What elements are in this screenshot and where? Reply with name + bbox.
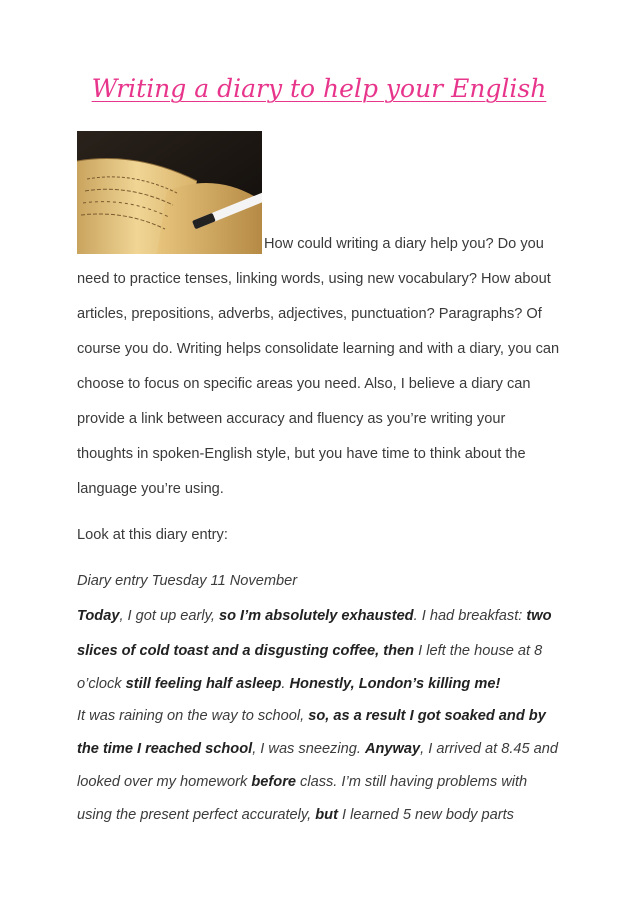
diary-text: It was raining on the way to school, [77, 708, 309, 724]
diary-text: class. I’m still having problems with [296, 774, 528, 790]
diary-text: . [281, 676, 290, 692]
diary-emphasis: slices of cold toast and a disgusting coffee, then [77, 643, 415, 659]
diary-text: I left the house at 8 [414, 643, 543, 659]
intro-line: How could writing a diary help you? Do you [264, 236, 544, 252]
diary-emphasis: still feeling half asleep [125, 676, 282, 692]
diary-emphasis: before [251, 774, 296, 790]
diary-text: , I was sneezing. [252, 741, 365, 757]
open-book-and-pen-photo [77, 131, 262, 254]
book-illustration [77, 131, 262, 254]
diary-text: using the present perfect accurately, [77, 807, 316, 823]
diary-line [77, 741, 558, 757]
diary-emphasis: so, as a result I got soaked and by [308, 708, 546, 724]
diary-line [77, 676, 500, 692]
diary-text: o’clock [77, 676, 126, 692]
diary-line [77, 774, 527, 790]
diary-line [77, 708, 546, 724]
intro-line: course you do. Writing helps consolidate learning and with a diary, you can [77, 341, 560, 357]
diary-text: looked over my homework [77, 774, 252, 790]
diary-emphasis: two [526, 608, 552, 624]
intro-line: provide a link between accuracy and fluency as you’re writing your [77, 411, 506, 427]
intro-line: choose to focus on specific areas you need. Also, I believe a diary can [77, 376, 531, 392]
diary-emphasis: Today [77, 608, 120, 624]
intro-line: articles, prepositions, adverbs, adjectives, punctuation? Paragraphs? Of [77, 306, 542, 322]
intro-line: language you’re using. [77, 481, 224, 497]
diary-emphasis: Anyway [364, 741, 421, 757]
diary-heading: Diary entry Tuesday 11 November [77, 573, 298, 589]
intro-line: thoughts in spoken-English style, but you have time to think about the [77, 446, 526, 462]
diary-text: , I got up early, [119, 608, 219, 624]
diary-line [77, 643, 542, 659]
diary-text: I learned 5 new body parts [337, 807, 514, 823]
intro-line: need to practice tenses, linking words, using new vocabulary? How about [77, 271, 551, 287]
document-title: Writing a diary to help your English [91, 74, 547, 103]
diary-emphasis: Honestly, London’s killing me! [289, 676, 501, 692]
look-line: Look at this diary entry: [77, 527, 228, 543]
diary-line [77, 608, 552, 624]
diary-emphasis: so I’m absolutely exhausted [218, 608, 414, 624]
diary-text: . I had breakfast: [413, 608, 527, 624]
diary-emphasis: but [315, 807, 338, 823]
diary-emphasis: the time I reached school [77, 741, 253, 757]
diary-text: , I arrived at 8.45 and [420, 741, 559, 757]
diary-line [77, 807, 514, 823]
